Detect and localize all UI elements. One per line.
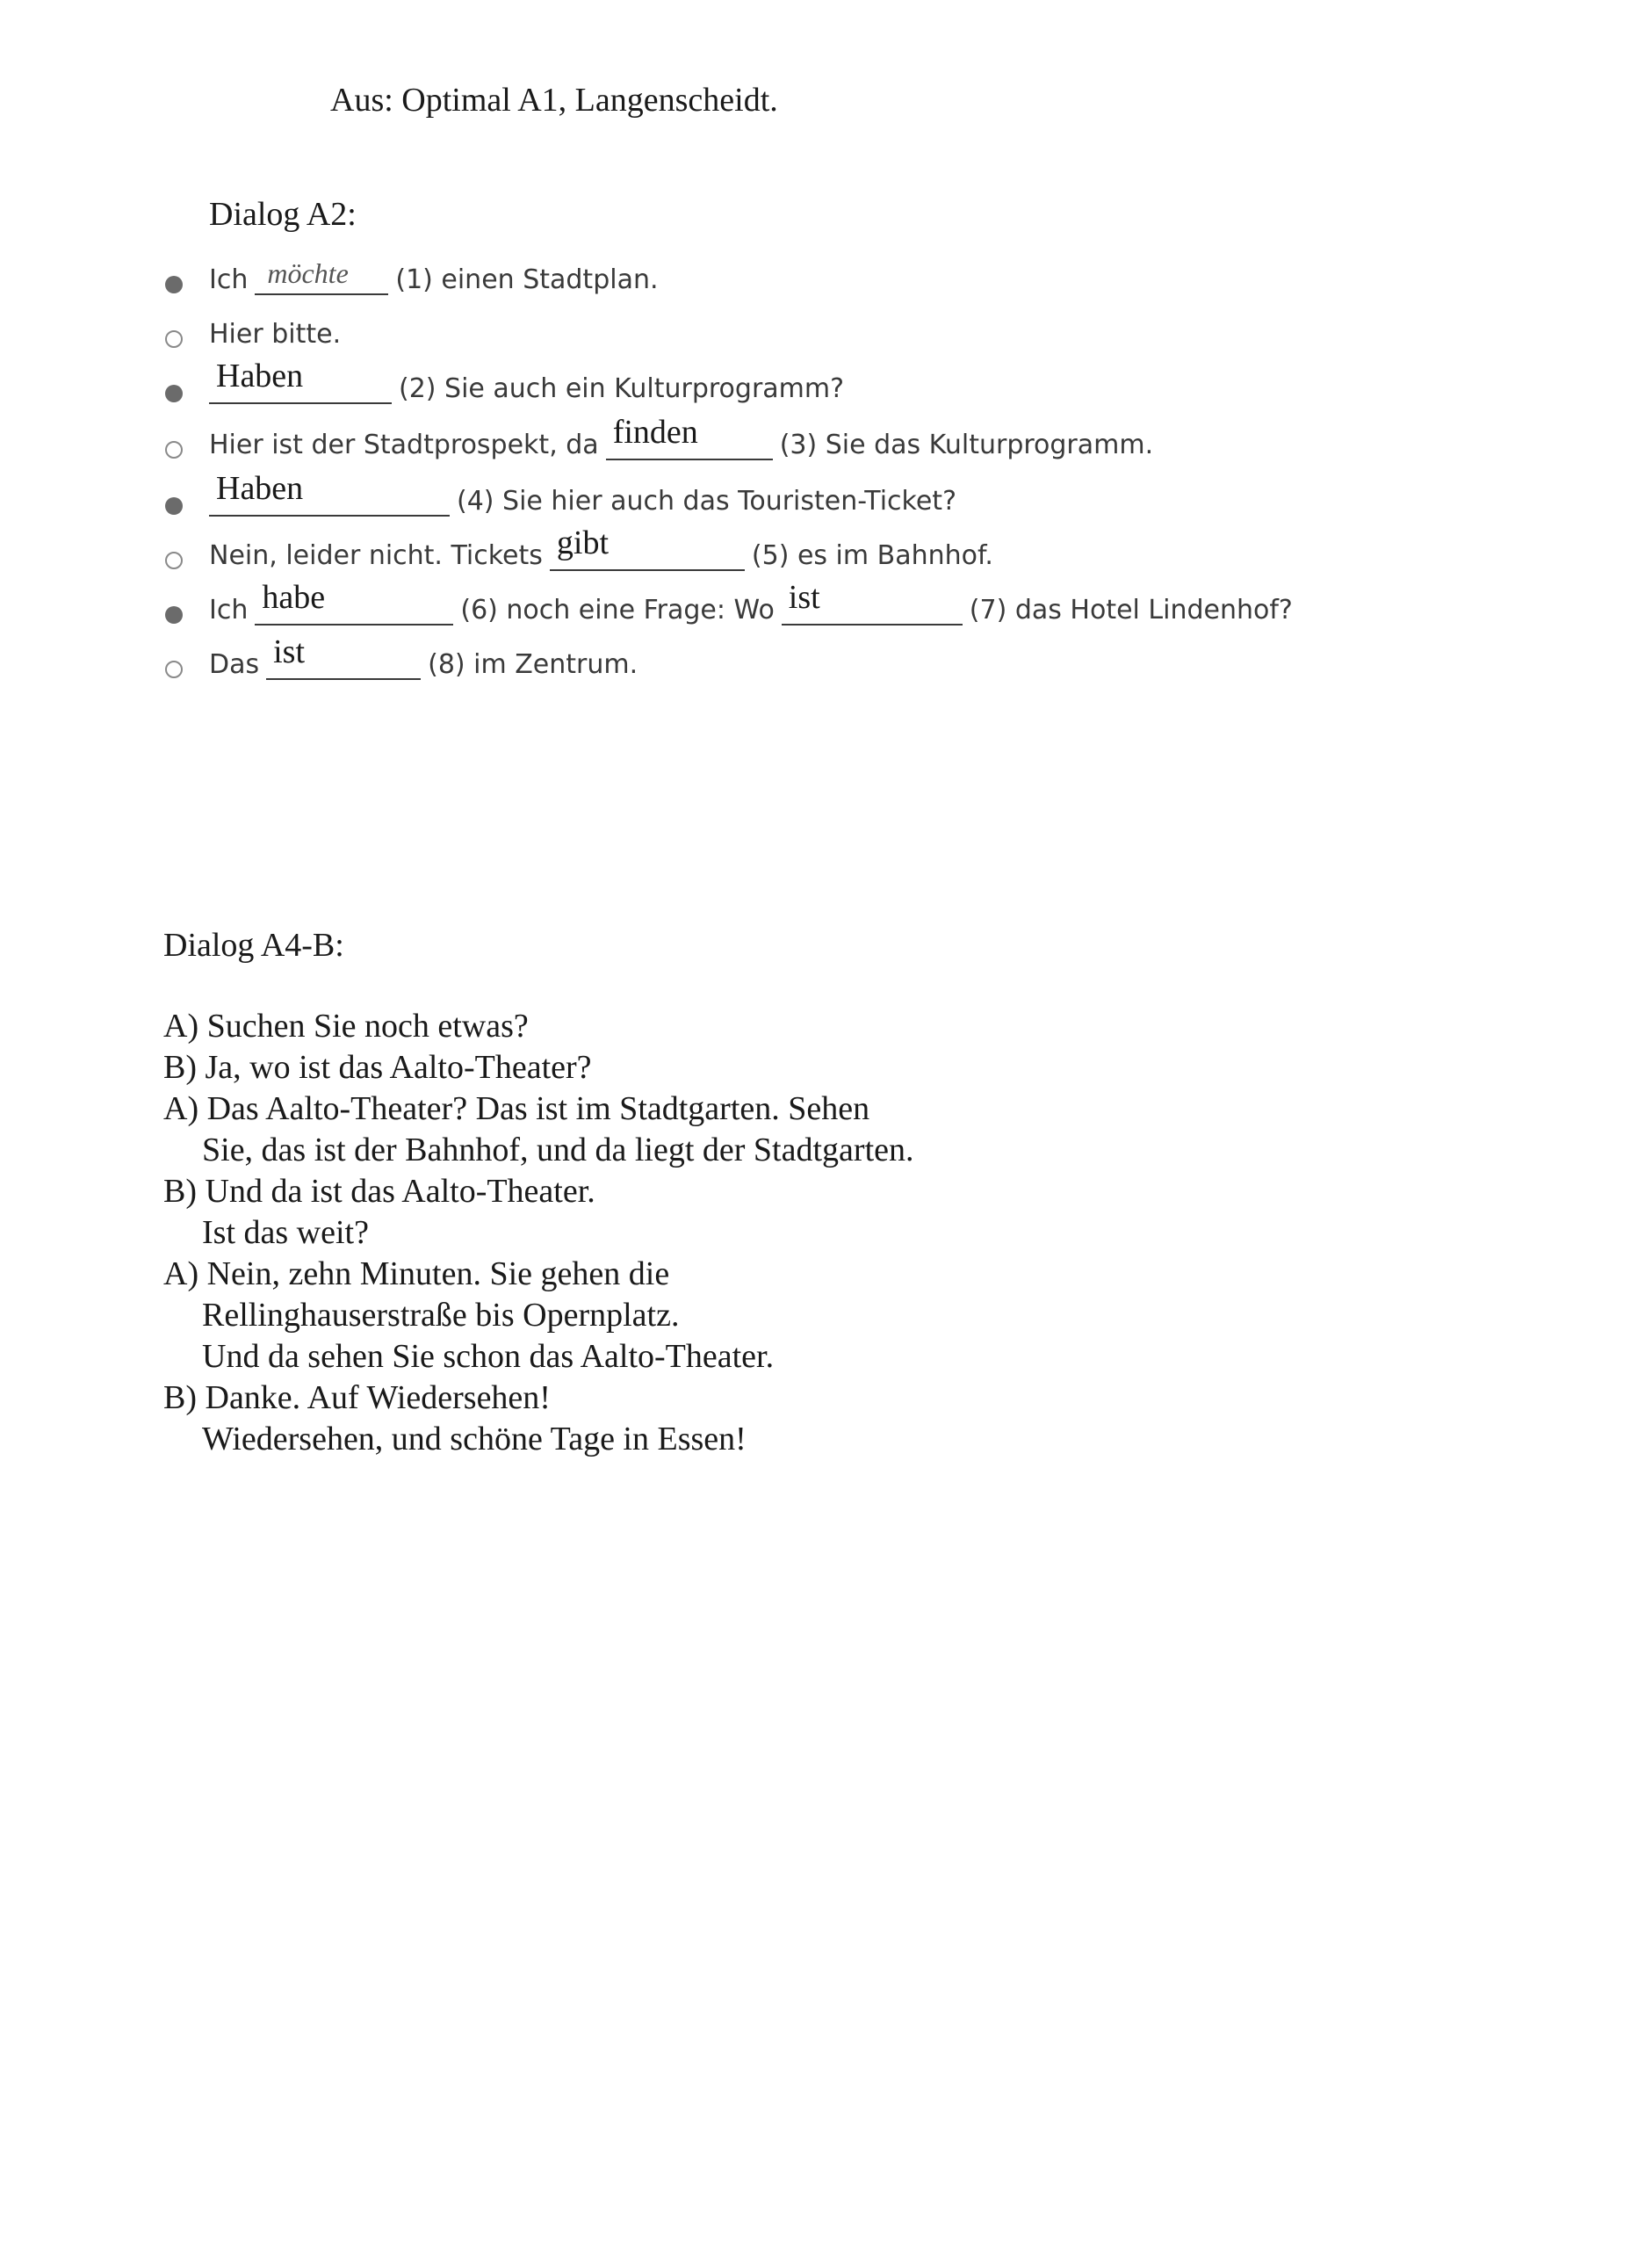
- a4b-line: B) Und da ist das Aalto-Theater.: [163, 1173, 595, 1210]
- a4b-line: Und da sehen Sie schon das Aalto-Theater.: [202, 1338, 775, 1375]
- blank-2: [209, 358, 392, 404]
- a2-line-8: [165, 633, 638, 685]
- blank-4-answer: Haben: [216, 470, 304, 507]
- a4b-line: Rellinghauserstraße bis Opernplatz.: [202, 1297, 680, 1334]
- filled-bullet-icon: [165, 276, 183, 293]
- a4b-line: B) Danke. Auf Wiedersehen!: [163, 1379, 551, 1416]
- blank-4: [209, 470, 450, 517]
- blank-2-answer: Haben: [216, 358, 304, 394]
- blank-1: [255, 258, 388, 295]
- a2-line-7-post: (7) das Hotel Lindenhof?: [969, 595, 1293, 626]
- a2-line-1-post: (1) einen Stadtplan.: [395, 264, 659, 295]
- a2-line-6-post: (5) es im Bahnhof.: [751, 540, 993, 571]
- a2-line-4: [165, 414, 1154, 466]
- a2-line-1: [165, 257, 659, 300]
- a4b-line: A) Nein, zehn Minuten. Sie gehen die: [163, 1255, 670, 1292]
- a2-line-7: [165, 579, 1293, 631]
- blank-3: [606, 414, 773, 460]
- blank-7-answer: ist: [788, 579, 820, 616]
- open-bullet-icon: [165, 661, 183, 678]
- a2-line-5: [165, 470, 956, 522]
- a4b-line: Wiedersehen, und schöne Tage in Essen!: [202, 1421, 747, 1457]
- blank-7: [782, 579, 963, 626]
- blank-3-answer: finden: [612, 414, 698, 451]
- dialog-a4b-title: Dialog A4-B:: [163, 927, 344, 964]
- a4b-line: Sie, das ist der Bahnhof, und da liegt der Stadtgarten.: [202, 1132, 914, 1168]
- a4b-line: A) Das Aalto-Theater? Das ist im Stadtgarten. Sehen: [163, 1090, 870, 1127]
- blank-6-answer: habe: [262, 579, 326, 616]
- open-bullet-icon: [165, 552, 183, 569]
- blank-8: [266, 633, 421, 680]
- dialog-a2-title: Dialog A2:: [209, 196, 357, 233]
- blank-8-answer: ist: [273, 633, 306, 670]
- filled-bullet-icon: [165, 497, 183, 515]
- blank-1-answer: möchte: [267, 257, 349, 289]
- a4b-line: Ist das weit?: [202, 1214, 369, 1251]
- open-bullet-icon: [165, 441, 183, 459]
- a2-line-5-post: (4) Sie hier auch das Touristen-Ticket?: [457, 486, 956, 517]
- blank-5-answer: gibt: [556, 524, 610, 561]
- a2-line-1-pre: Ich: [209, 264, 249, 295]
- open-bullet-icon: [165, 330, 183, 348]
- a2-line-7-mid: (6) noch eine Frage: Wo: [460, 595, 775, 626]
- a2-line-2: [165, 311, 341, 355]
- a2-line-4-pre: Hier ist der Stadtprospekt, da: [209, 430, 599, 460]
- a2-line-4-post: (3) Sie das Kulturprogramm.: [779, 430, 1154, 460]
- a2-line-8-pre: Das: [209, 649, 260, 680]
- blank-5: [550, 524, 745, 571]
- a2-line-3: [165, 358, 845, 409]
- a2-line-8-post: (8) im Zentrum.: [428, 649, 638, 680]
- a2-line-7-pre: Ich: [209, 595, 249, 626]
- filled-bullet-icon: [165, 385, 183, 402]
- a4b-line: A) Suchen Sie noch etwas?: [163, 1008, 529, 1045]
- a2-line-6: [165, 524, 993, 576]
- a2-line-6-pre: Nein, leider nicht. Tickets: [209, 540, 543, 571]
- source-citation: Aus: Optimal A1, Langenscheidt.: [330, 82, 778, 119]
- a4b-line: B) Ja, wo ist das Aalto-Theater?: [163, 1049, 592, 1086]
- a2-line-3-post: (2) Sie auch ein Kulturprogramm?: [399, 373, 845, 404]
- a2-line-2-text: Hier bitte.: [209, 319, 342, 350]
- filled-bullet-icon: [165, 606, 183, 624]
- blank-6: [255, 579, 453, 626]
